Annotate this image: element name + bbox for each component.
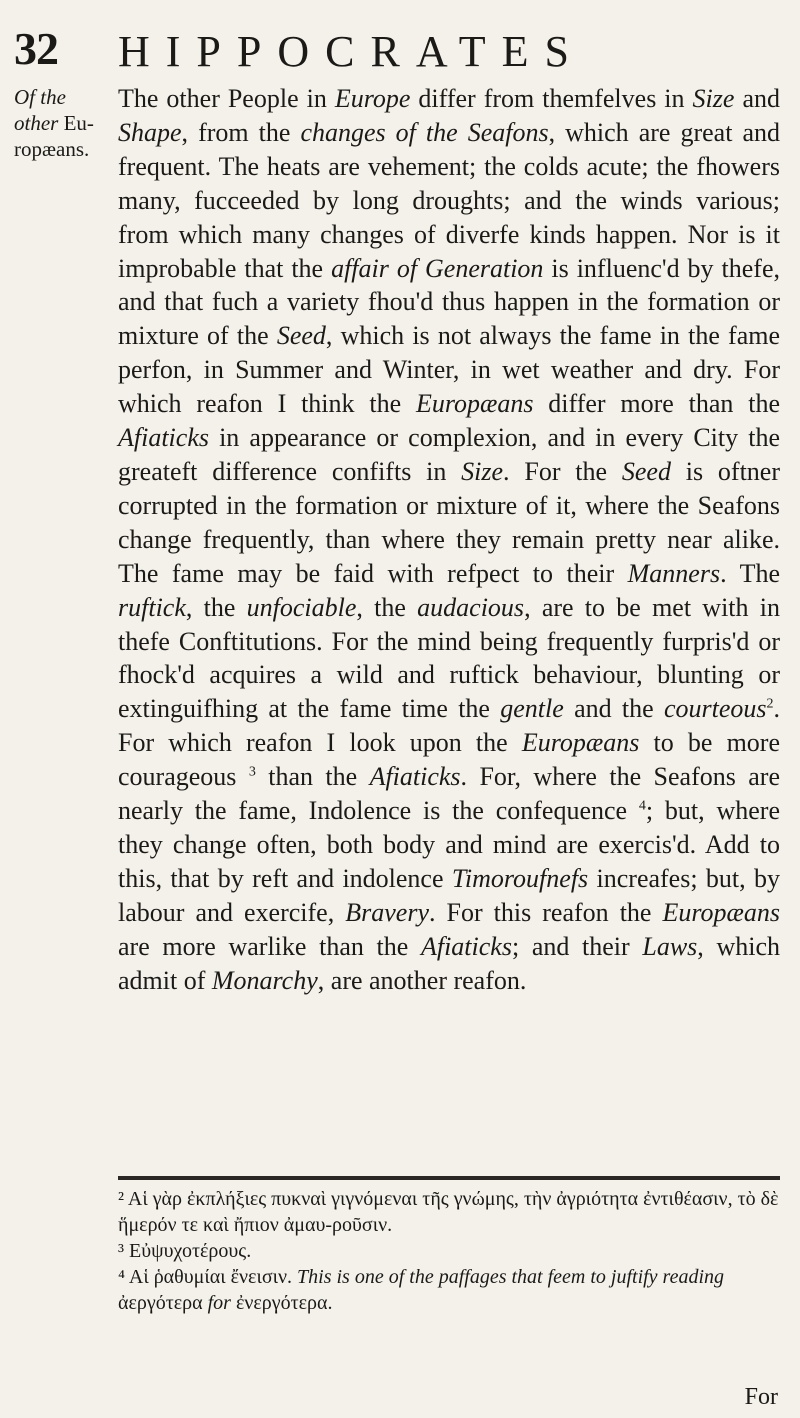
text-run: , which admit of	[118, 931, 780, 995]
text-run: Afiaticks	[420, 931, 512, 961]
text-run: and	[734, 84, 780, 113]
text-run: , the	[356, 592, 418, 622]
text-run: . The	[720, 558, 780, 588]
text-run: increafes; but, by labour and exercife,	[118, 863, 781, 927]
text-run: to be more courageous	[118, 728, 780, 792]
text-run: affair of Generation	[331, 253, 544, 283]
text-run: Afiaticks	[118, 423, 209, 453]
text-run: and the	[563, 694, 664, 724]
text-run: Europæans	[521, 728, 640, 758]
text-run: Manners	[627, 558, 721, 588]
body-paragraph	[118, 82, 780, 997]
text-run: , which is not always the fame in the fame perfon, in Summer and Winter, in wet weather and dry. For which reafon I think the	[118, 321, 780, 419]
text-run: The other People in	[118, 84, 335, 113]
body-text	[118, 82, 780, 997]
text-run: than the	[255, 762, 370, 792]
text-run: , are to be met with in thefe Conftitutions. For the mind being frequently furpris'd or fhock'd acquires a wild and ruftick behaviour, blunting or extinguifhing at the fame time the	[118, 592, 780, 724]
text-run: unfociable	[246, 592, 357, 622]
margin-note-line-2: other	[14, 111, 59, 135]
text-run: Monarchy	[211, 965, 318, 995]
text-run: Timoroufnefs	[451, 863, 589, 893]
text-run: Europe	[334, 84, 411, 113]
text-run: Afiaticks	[369, 762, 461, 792]
text-run: Laws	[642, 931, 698, 961]
margin-note-line-2-rest: Eu-	[63, 111, 94, 135]
footnote-2: ² Αἱ γὰρ ἐκπλήξιες πυκναὶ γιγνόμεναι τῆς γνώμης, τὴν ἀγριότητα ἐντιθέασιν, τὸ δὲ ἥμερόν τε καὶ ἤπιον ἀμαυ-ροῦσιν.	[118, 1188, 779, 1236]
text-run: . For, where the Seafons are nearly the fame, Indolence is the confequence	[118, 762, 780, 826]
text-run: Size	[692, 84, 735, 113]
text-run: ; and their	[511, 931, 643, 961]
text-run: . For the	[503, 456, 622, 486]
page-number: 32	[14, 23, 58, 74]
text-run: audacious	[417, 592, 525, 622]
footnote-text: for	[207, 1292, 231, 1314]
footnote-text: ἐνεργότερα.	[230, 1292, 333, 1314]
text-run: Bravery	[345, 897, 429, 927]
text-run: is influenc'd by thefe, and that fuch a variety fhou'd thus happen in the formation or mixture of the	[118, 253, 780, 351]
text-run: Size	[461, 456, 504, 486]
catchword: For	[744, 1384, 778, 1410]
text-run: ruftick	[118, 592, 186, 622]
footnote-ref: 2	[766, 696, 774, 712]
text-run: are more warlike than the	[118, 931, 421, 961]
footnote-ref: 3	[248, 764, 256, 780]
text-run: . For this reafon the	[429, 897, 663, 927]
footnote-ref: 4	[638, 798, 646, 814]
footnote-4	[118, 1264, 780, 1316]
text-run: . For which reafon I look upon the	[118, 694, 780, 758]
text-run: courteous	[663, 694, 767, 724]
margin-note-line-3: ropæans.	[14, 137, 90, 161]
text-run: , from the	[181, 117, 301, 147]
text-run: gentle	[500, 694, 564, 724]
running-head: HIPPOCRATES	[118, 27, 585, 76]
text-run: in appearance or complexion, and in every City the greateft difference confifts in	[118, 423, 780, 486]
footnote-text: ἀεργότερα	[118, 1292, 208, 1314]
footnote-text: ⁴ Αἱ ῥαθυμίαι ἔνεισιν.	[118, 1266, 298, 1288]
footnote-text: This is one of the paffages that feem to juftify reading	[297, 1266, 725, 1288]
text-run: differ more than the	[533, 389, 781, 419]
footnote-3: ³ Εὐψυχοτέρους.	[118, 1240, 252, 1262]
text-run: Seed	[276, 321, 326, 351]
text-run: changes of the Seafons	[300, 117, 549, 147]
text-run: ; but, where they change often, both body and mind are exercis'd. Add to this, that by reft and indolence	[118, 796, 780, 893]
text-run: Shape	[118, 117, 182, 147]
text-run: is oftner corrupted in the formation or mixture of it, where the Seafons change frequently, than where they remain pretty near alike. The fame may be faid with refpect to their	[118, 456, 780, 588]
footnotes	[118, 1186, 780, 1316]
text-run: , are another reafon.	[317, 965, 527, 995]
text-run: Europæans	[662, 897, 780, 927]
text-run: Seed	[621, 456, 671, 486]
text-run: Europæans	[415, 389, 534, 419]
text-run: , which are great and frequent. The heats are vehement; the colds acute; the fhowers many, fucceeded by long droughts; and the winds various; from which many changes of diverfe kinds happen. Nor is it improbable that the	[118, 117, 780, 283]
margin-note	[14, 84, 114, 162]
footnote-divider	[118, 1176, 780, 1180]
text-run: , the	[185, 592, 247, 622]
text-run: differ from themfelves in	[410, 84, 693, 113]
margin-note-line-1: Of the	[14, 85, 66, 109]
